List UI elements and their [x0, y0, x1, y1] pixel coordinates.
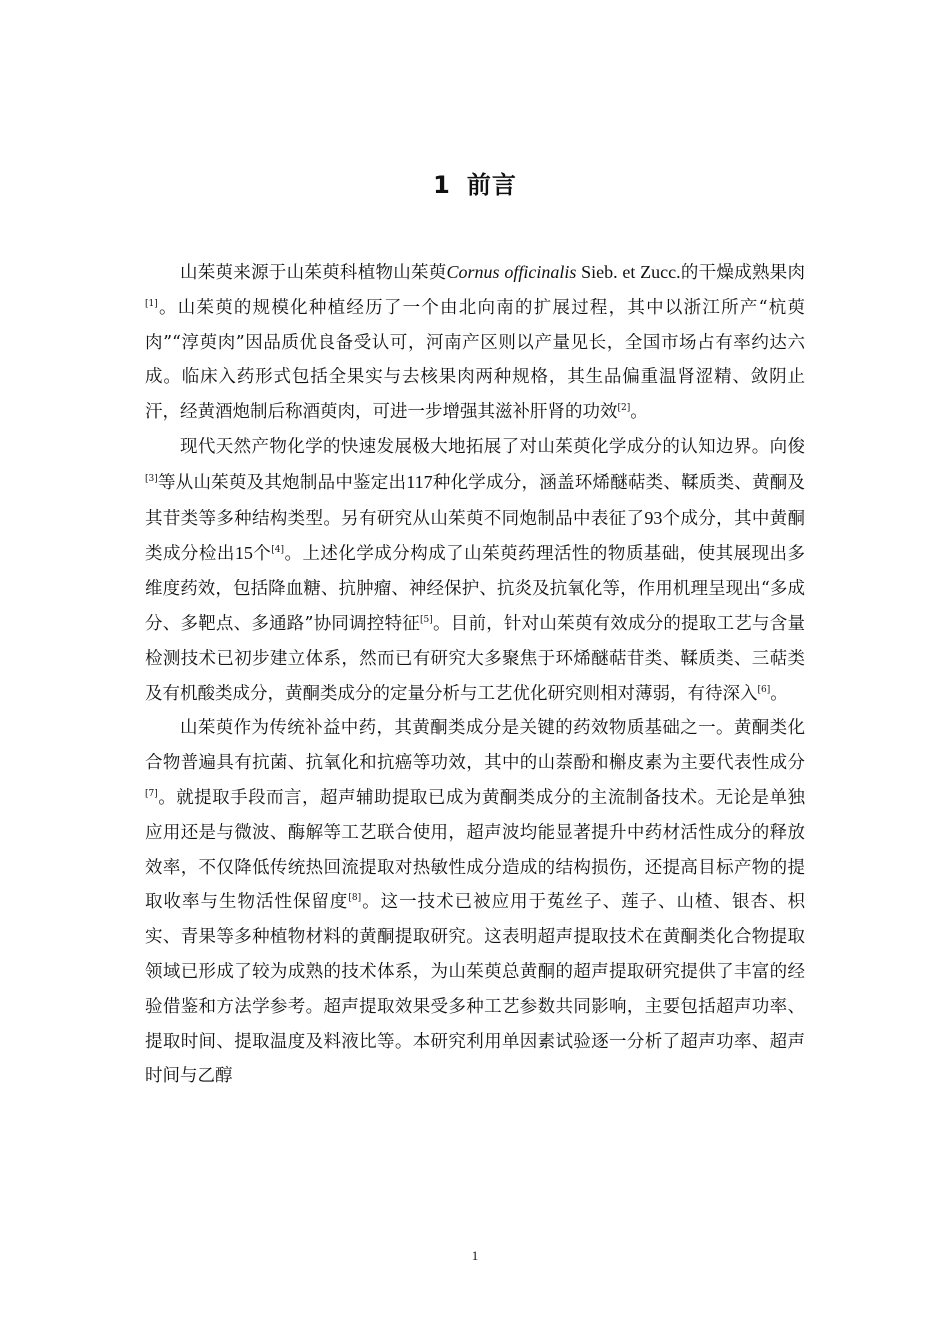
latin-species-name: Cornus officinalis — [446, 262, 577, 282]
text-run: 等从山茱萸及其炮制品中鉴定出 — [157, 472, 407, 493]
text-run: 。 — [630, 402, 648, 423]
text-run: 个 — [252, 544, 272, 565]
citation-ref: [4] — [271, 545, 285, 556]
text-run: 。 — [770, 683, 788, 704]
chapter-heading — [0, 168, 950, 202]
citation-ref: [2] — [617, 403, 631, 414]
citation-ref: [6] — [757, 684, 771, 695]
body-text — [145, 255, 805, 1094]
chapter-number: 1 — [433, 171, 451, 200]
text-run: 种化学成分，涵盖环烯醚萜类、鞣质类、黄酮及其苷类等多种结构类型。另有研究从山茱萸不同炮制品中表征了 — [145, 472, 806, 529]
text-run: 。就提取手段而言，超声辅助提取已成为黄酮类成分的主流制备技术。无论是单独应用还是与微波、酶解等工艺联合使用，超声波均能显著提升中药材活性成分的释放效率，不仅降低传统热回流提取对热敏性成分造成的结构损伤，还提高目标产物的提取收率与生物活性保留度 — [145, 787, 805, 913]
citation-ref: [5] — [420, 615, 433, 626]
citation-ref: [8] — [348, 893, 362, 904]
chapter-title-text: 前言 — [466, 171, 517, 200]
number-run: 93 — [644, 507, 663, 528]
number-run: 117 — [406, 471, 433, 492]
paragraph-1 — [145, 255, 805, 430]
text-run: 山茱萸作为传统补益中药，其黄酮类成分是关键的药效物质基础之一。黄酮类化合物普遍具有抗菌、抗氧化和抗癌等功效，其中的山萘酚和槲皮素为主要代表性成分 — [145, 718, 805, 774]
citation-ref: [3] — [145, 473, 158, 484]
text-run: 现代天然产物化学的快速发展极大地拓展了对山茱萸化学成分的认知边界。向俊 — [180, 436, 805, 457]
text-run: 。这一技术已被应用于菟丝子、莲子、山楂、银杏、枳实、青果等多种植物材料的黄酮提取研究。这表明超声提取技术在黄酮类化合物提取领域已形成了较为成熟的技术体系，为山茱萸总黄酮的超声提取研究提供了丰富的经验借鉴和方法学参考。超声提取效果受多种工艺参数共同影响，主要包括超声功率、提取时间、提取温度及料液比等。本研究利用单因素试验逐一分析了超声功率、超声时间与乙醇 — [145, 892, 805, 1087]
number-run: 15 — [234, 543, 253, 564]
paragraph-2 — [145, 430, 805, 711]
text-run: 。上述化学成分构成了山茱萸药理活性的物质基础，使其展现出多维度药效，包括降血糖、抗肿瘤、神经保护、抗炎及抗氧化等，作用机理呈现出“多成分、多靶点、多通路”协同调控特征 — [145, 544, 806, 634]
paragraph-3 — [145, 711, 805, 1094]
text-run: 。目前，针对山茱萸有效成分的提取工艺与含量检测技术已初步建立体系，然而已有研究大多聚焦于环烯醚萜苷类、鞣质类、三萜类及有机酸类成分，黄酮类成分的定量分析与工艺优化研究则相对薄弱，有待深入 — [145, 613, 806, 704]
citation-ref: [7] — [145, 789, 158, 800]
text-run: 的干燥成熟果肉 — [680, 263, 806, 283]
text-run: 。山茱萸的规模化种植经历了一个由北向南的扩展过程，其中以浙江所产“杭萸肉”“淳萸肉”因品质优良备受认可，河南产区则以产量见长，全国市场占有率约达六成。临床入药形式包括全果实与去核果肉两种规格，其生品偏重温肾涩精、敛阴止汗，经黄酒炮制后称酒萸肉，可进一步增强其滋补肝肾的功效 — [145, 297, 805, 423]
text-run: 山茱萸来源于山茱萸科植物山茱萸 — [180, 263, 447, 283]
citation-ref: [1] — [145, 298, 158, 309]
species-authority: Sieb. et Zucc. — [576, 262, 681, 282]
page-number: 1 — [471, 1248, 479, 1263]
text-run: 个成分，其中黄酮类成分检出 — [145, 508, 806, 565]
